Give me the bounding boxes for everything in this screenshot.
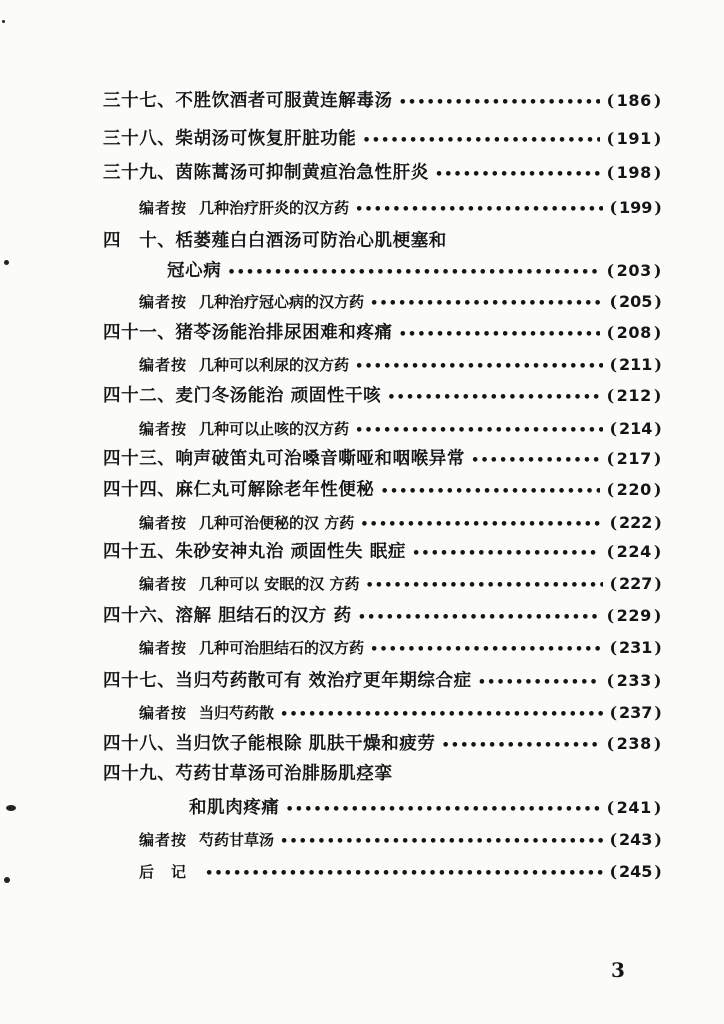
- entry-number: 四十四、: [103, 480, 176, 500]
- entry-page: 241: [616, 798, 652, 817]
- toc-entry[interactable]: 编者按 几种可治胆结石的汉方药 ••••• ( 231 ): [139, 640, 662, 656]
- entry-number: 四十八、: [103, 734, 176, 754]
- entry-page: 220: [616, 480, 652, 499]
- toc-entry[interactable]: 编者按 几种可治便秘的汉 方药 ••••• ( 222 ): [139, 515, 662, 531]
- entry-title: 栝蒌薤白白酒汤可防治心肌梗塞和: [175, 231, 447, 251]
- entry-title: 当归饮子能根除 肌肤干燥和疲劳: [175, 734, 436, 754]
- entry-title: 响声破笛丸可治嗓音嘶哑和咽喉异常: [175, 449, 466, 469]
- entry-title: 冠心病: [167, 261, 222, 281]
- entry-page: 238: [616, 734, 652, 753]
- entry-page: 191: [616, 129, 652, 148]
- entry-page: 237: [619, 703, 653, 722]
- dot-leader: [370, 643, 603, 656]
- entry-title: 几种可治便秘的汉 方药: [199, 514, 355, 532]
- dot-leader: [280, 708, 603, 721]
- toc-entry[interactable]: 四十二、 麦门冬汤能治 顽固性干咳 ••••• ( 212 ): [103, 388, 662, 406]
- entry-page: 224: [616, 542, 652, 561]
- entry-page: 231: [619, 638, 653, 657]
- entry-title: 几种治疗冠心病的汉方药: [199, 293, 365, 311]
- entry-number: 四十七、: [103, 671, 176, 691]
- toc-entry[interactable]: 三十七、 不胜饮酒者可服黄连解毒汤 ••••• ( 186 ): [103, 93, 662, 111]
- dot-leader: [381, 485, 601, 498]
- entry-tag: 编者按: [139, 199, 188, 217]
- entry-page: 222: [619, 513, 653, 532]
- entry-page: 217: [616, 449, 652, 468]
- dot-leader: [412, 547, 600, 560]
- entry-page: 227: [619, 574, 653, 593]
- toc-entry[interactable]: 四十八、 当归饮子能根除 肌肤干燥和疲劳 ••••• ( 238 ): [103, 736, 662, 754]
- entry-tag: 编者按: [139, 420, 188, 438]
- toc-entry[interactable]: 后 记 ••••• ( 245 ): [139, 864, 662, 880]
- page-number: 3: [611, 958, 625, 982]
- dot-leader: [370, 297, 603, 310]
- entry-title: 麦门冬汤能治 顽固性干咳: [175, 386, 382, 406]
- entry-page: 245: [619, 862, 653, 881]
- toc-entry[interactable]: 编者按 芍药甘草汤 ••••• ( 243 ): [139, 832, 662, 848]
- toc-entry-continued[interactable]: 冠心病 ••••• ( 203 ): [167, 263, 662, 281]
- entry-page: 199: [619, 198, 653, 217]
- entry-title: 溶解 胆结石的汉方 药: [175, 606, 352, 626]
- scan-speck: [4, 877, 10, 883]
- entry-number: 四十九、: [103, 764, 176, 784]
- entry-tag: 编者按: [139, 831, 188, 849]
- toc-entry[interactable]: 编者按 几种可以利尿的汉方药 ••••• ( 211 ): [139, 357, 662, 373]
- toc-entry[interactable]: 四十六、 溶解 胆结石的汉方 药 ••••• ( 229 ): [103, 608, 662, 626]
- entry-title: 芍药甘草汤可治腓肠肌痉挛: [175, 764, 393, 784]
- toc-entry[interactable]: 四十一、 猪苓汤能治排尿困难和疼痛 ••••• ( 208 ): [103, 325, 662, 343]
- entry-tag: 编者按: [139, 293, 188, 311]
- entry-page: 233: [616, 671, 652, 690]
- entry-page: 198: [616, 163, 652, 182]
- scan-speck: [4, 260, 9, 265]
- dot-leader: [442, 739, 601, 752]
- entry-number: 三十七、: [103, 91, 176, 111]
- entry-title: 麻仁丸可解除老年性便秘: [175, 480, 375, 500]
- toc-entry[interactable]: 编者按 当归芍药散 ••••• ( 237 ): [139, 705, 662, 721]
- entry-page: 212: [616, 386, 652, 405]
- dot-leader: [360, 518, 603, 531]
- dot-leader: [355, 203, 603, 216]
- entry-title: 和肌肉疼痛: [189, 798, 280, 818]
- entry-page: 229: [616, 606, 652, 625]
- entry-title: 猪苓汤能治排尿困难和疼痛: [175, 323, 393, 343]
- toc-entry[interactable]: 编者按 几种可以 安眠的汉 方药 ••••• ( 227 ): [139, 576, 662, 592]
- entry-tag: 后 记: [139, 863, 188, 881]
- toc-entry-continued[interactable]: 和肌肉疼痛 ••••• ( 241 ): [189, 800, 662, 818]
- entry-page: 243: [619, 830, 653, 849]
- scan-speck: [6, 805, 16, 811]
- entry-title: 几种治疗肝炎的汉方药: [199, 199, 350, 217]
- toc-entry[interactable]: 三十九、 茵陈蒿汤可抑制黄疸治急性肝炎 ••••• ( 198 ): [103, 165, 662, 183]
- entry-title: 几种可以止咳的汉方药: [199, 420, 350, 438]
- entry-page: 214: [619, 419, 653, 438]
- entry-number: 三十八、: [103, 129, 176, 149]
- toc-entry[interactable]: 编者按 几种治疗肝炎的汉方药 ••••• ( 199 ): [139, 200, 662, 216]
- entry-title: 朱砂安神丸治 顽固性失 眠症: [175, 542, 406, 562]
- dot-leader: [227, 266, 600, 279]
- entry-title: 几种可治胆结石的汉方药: [199, 639, 365, 657]
- toc-entry[interactable]: 四十五、 朱砂安神丸治 顽固性失 眠症 ••••• ( 224 ): [103, 544, 662, 562]
- entry-page: 208: [616, 323, 652, 342]
- entry-page: 211: [619, 355, 653, 374]
- entry-title: 几种可以 安眠的汉 方药: [199, 575, 360, 593]
- dot-leader: [362, 134, 600, 147]
- dot-leader: [399, 328, 601, 341]
- entry-tag: 编者按: [139, 704, 188, 722]
- toc-entry[interactable]: 四十四、 麻仁丸可解除老年性便秘 ••••• ( 220 ): [103, 482, 662, 500]
- dot-leader: [435, 168, 601, 181]
- toc-entry[interactable]: 编者按 几种可以止咳的汉方药 ••••• ( 214 ): [139, 421, 662, 437]
- toc-entry[interactable]: 编者按 几种治疗冠心病的汉方药 ••••• ( 205 ): [139, 294, 662, 310]
- entry-number: 四十一、: [103, 323, 176, 343]
- toc-entry[interactable]: 三十八、 柴胡汤可恢复肝脏功能 ••••• ( 191 ): [103, 131, 662, 149]
- entry-tag: 编者按: [139, 514, 188, 532]
- dot-leader: [478, 676, 601, 689]
- entry-number: 四十三、: [103, 449, 176, 469]
- entry-number: 四十二、: [103, 386, 176, 406]
- entry-title: 当归芍药散可有 效治疗更年期综合症: [175, 671, 472, 691]
- scan-speck: [2, 20, 5, 23]
- entry-page: 205: [619, 292, 653, 311]
- entry-tag: 编者按: [139, 575, 188, 593]
- entry-title: 几种可以利尿的汉方药: [199, 356, 350, 374]
- toc-entry[interactable]: 四十七、 当归芍药散可有 效治疗更年期综合症 ••••• ( 233 ): [103, 673, 662, 691]
- dot-leader: [280, 835, 603, 848]
- entry-title: 柴胡汤可恢复肝脏功能: [175, 129, 357, 149]
- dot-leader: [286, 803, 601, 816]
- dot-leader: [355, 360, 603, 373]
- entry-tag: 编者按: [139, 639, 188, 657]
- entry-title: 不胜饮酒者可服黄连解毒汤: [175, 91, 393, 111]
- dot-leader: [355, 424, 603, 437]
- toc-entry[interactable]: [103, 233, 662, 251]
- dot-leader: [205, 867, 603, 880]
- entry-number: 四 十、: [103, 231, 176, 251]
- entry-page: 186: [616, 91, 652, 110]
- entry-number: 三十九、: [103, 163, 176, 183]
- dot-leader: [387, 391, 600, 404]
- entry-title: 芍药甘草汤: [199, 831, 275, 849]
- toc-entry[interactable]: [103, 766, 662, 784]
- entry-tag: 编者按: [139, 356, 188, 374]
- dot-leader: [399, 96, 601, 109]
- dot-leader: [365, 579, 603, 592]
- entry-number: 四十六、: [103, 606, 176, 626]
- toc-entry[interactable]: 四十三、 响声破笛丸可治嗓音嘶哑和咽喉异常 ••••• ( 217 ): [103, 451, 662, 469]
- dot-leader: [358, 611, 601, 624]
- entry-title: 茵陈蒿汤可抑制黄疸治急性肝炎: [175, 163, 429, 183]
- dot-leader: [471, 454, 600, 467]
- entry-page: 203: [616, 261, 652, 280]
- entry-title: 当归芍药散: [199, 704, 275, 722]
- entry-number: 四十五、: [103, 542, 176, 562]
